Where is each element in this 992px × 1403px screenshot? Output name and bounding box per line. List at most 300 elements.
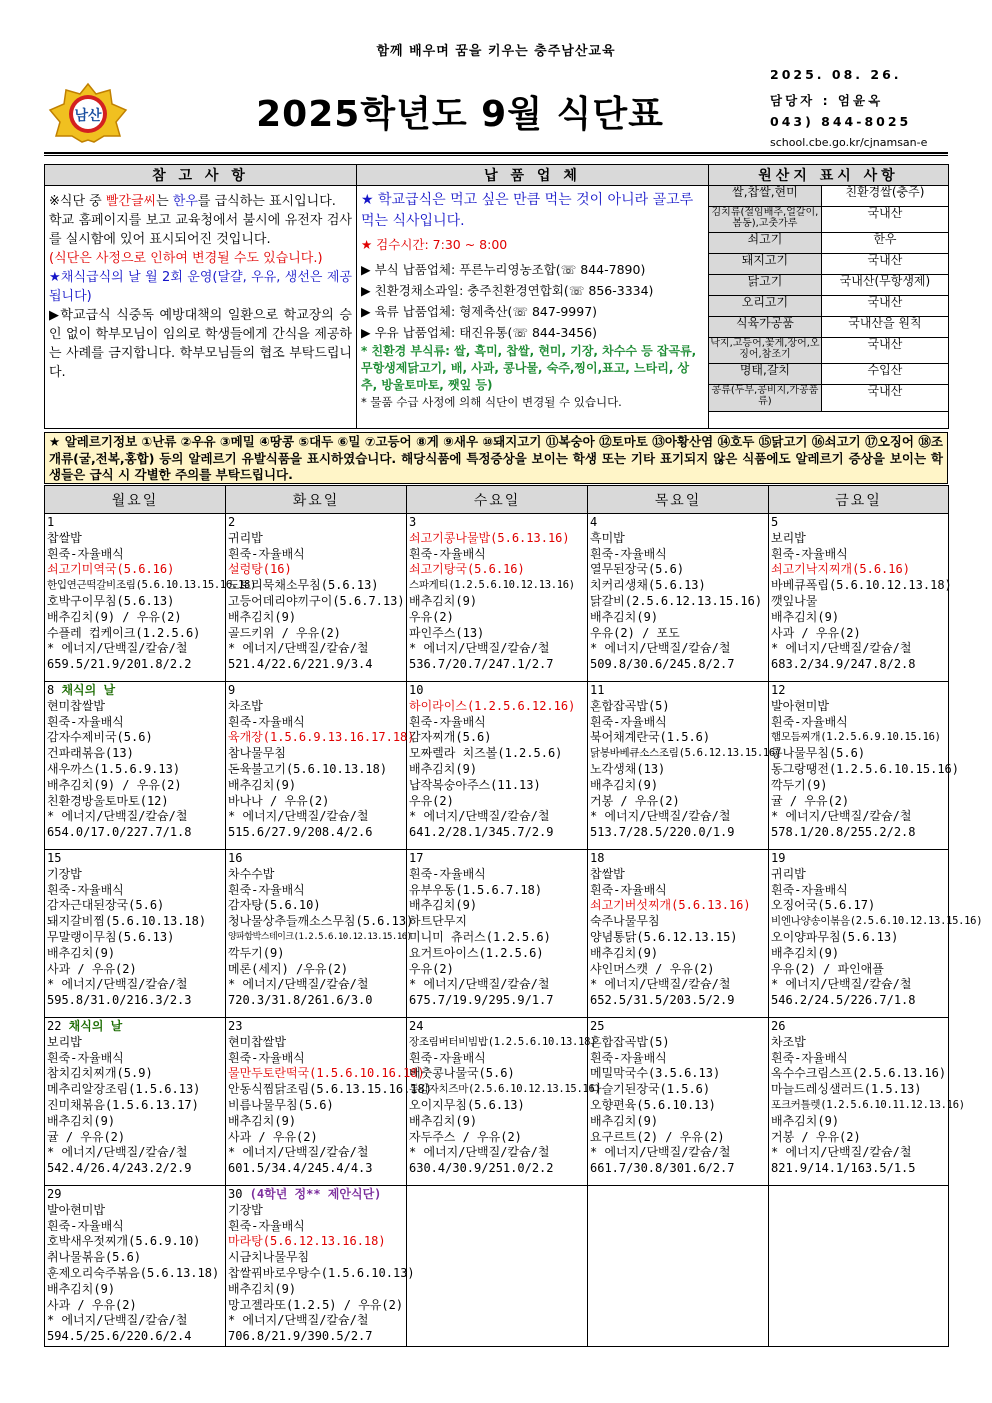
menu-item: * 에너지/단백질/칼슘/철 — [47, 1145, 188, 1160]
menu-item: 요거트아이스(1.2.5.6) — [409, 945, 544, 960]
menu-item: 쇠고기버섯찌개(5.6.13.16) — [590, 898, 751, 913]
menu-item: 취나물볶음(5.6) — [47, 1250, 142, 1265]
day-number — [228, 683, 404, 699]
day-number — [47, 1187, 223, 1203]
header-divider — [44, 152, 948, 154]
menu-item: 배추김치(9) — [590, 945, 659, 960]
menu-item: 배추김치(9) — [771, 1113, 840, 1128]
day-number — [228, 1187, 404, 1203]
menu-item: 노각생채(13) — [590, 761, 666, 776]
menu-item: 우유(2) / 파인애플 — [771, 961, 884, 976]
day-number — [590, 683, 766, 699]
origin-value: 국내산 — [821, 338, 948, 364]
reference-text: 한우 — [172, 194, 198, 209]
menu-item: 흰죽-자율배식 — [228, 1218, 305, 1233]
menu-item: 흰죽-자율배식 — [47, 1050, 124, 1065]
menu-item: 우유(2) — [409, 609, 454, 624]
menu-item: 659.5/21.9/201.8/2.2 — [47, 657, 192, 672]
day-number-text: 24 — [409, 1019, 424, 1033]
day-number-text: 2 — [228, 515, 236, 529]
day-number — [228, 1019, 404, 1035]
menu-item: 우유(2) — [409, 961, 454, 976]
menu-item: 오이지무침(5.6.13) — [409, 1097, 525, 1112]
day-number-text: 25 — [590, 1019, 605, 1033]
menu-item: 혼합잡곡밥(5) — [590, 1034, 670, 1049]
menu-item: * 에너지/단백질/칼슘/철 — [771, 1145, 912, 1160]
menu-cell — [588, 850, 769, 1018]
menu-item: 821.9/14.1/163.5/1.5 — [771, 1161, 916, 1176]
menu-item: 동그랑땡전(1.2.5.6.10.15.16) — [771, 761, 960, 776]
menu-item: 546.2/24.5/226.7/1.8 — [771, 993, 916, 1008]
menu-item: 641.2/28.1/345.7/2.9 — [409, 825, 554, 840]
day-number — [771, 515, 946, 531]
menu-cell — [407, 514, 588, 682]
menu-item: 청나물상추들깨소스무침(5.6.13) — [228, 914, 414, 929]
menu-item: 578.1/20.8/255.2/2.8 — [771, 825, 916, 840]
menu-item: 배추김치(9) — [47, 1113, 116, 1128]
day-number-text: 18 — [590, 851, 605, 865]
menu-item: 513.7/28.5/220.0/1.9 — [590, 825, 735, 840]
menu-item: 거봉 / 우유(2) — [590, 793, 680, 808]
menu-item: 흰죽-자율배식 — [228, 882, 305, 897]
menu-cell — [769, 850, 983, 1018]
origin-item: 오리고기 — [709, 296, 822, 317]
menu-item: 깍두기(9) — [771, 777, 828, 792]
weekday-header: 월요일 — [45, 486, 226, 514]
origin-value: 친환경쌀(충주) — [821, 186, 948, 207]
menu-item: 542.4/26.4/243.2/2.9 — [47, 1161, 192, 1176]
reference-line — [49, 306, 352, 382]
day-number — [228, 851, 404, 867]
origin-value: 국내산 — [821, 207, 948, 233]
website[interactable]: school.cbe.go.kr/cjnamsan-e — [770, 136, 928, 149]
menu-item: 595.8/31.0/216.3/2.3 — [47, 993, 192, 1008]
menu-item: 귀리밥 — [228, 530, 263, 545]
menu-item: * 에너지/단백질/칼슘/철 — [228, 977, 369, 992]
menu-item: 감자수제비국(5.6) — [47, 730, 153, 745]
menu-item: * 에너지/단백질/칼슘/철 — [409, 641, 550, 656]
menu-item: 흰죽-자율배식 — [409, 714, 486, 729]
day-number — [228, 515, 404, 531]
menu-item: 육개장(1.5.6.9.13.16.17.18) — [228, 730, 415, 745]
menu-item: 새우까스(1.5.6.9.13) — [47, 761, 181, 776]
menu-cell — [45, 850, 226, 1018]
supplier-notes — [357, 186, 709, 429]
menu-item: 호박새우젓찌개(5.6.9.10) — [47, 1234, 201, 1249]
doc-date: 2025. 08. 26. — [770, 67, 902, 82]
day-number-text: 15 — [47, 851, 62, 865]
menu-cell — [769, 1186, 949, 1347]
menu-item: 북어채계란국(1.5.6) — [590, 730, 711, 745]
menu-item: 흰죽-자율배식 — [228, 714, 305, 729]
menu-item: 601.5/34.4/245.4/4.3 — [228, 1161, 373, 1176]
day-number-text: 1 — [47, 515, 55, 529]
menu-item: * 에너지/단백질/칼슘/철 — [771, 977, 912, 992]
menu-item: 683.2/34.9/247.8/2.8 — [771, 657, 916, 672]
menu-item: 요구르트(2) / 우유(2) — [590, 1129, 725, 1144]
menu-item: 배추김치(9) — [771, 945, 840, 960]
menu-item: 흰죽-자율배식 — [47, 1218, 124, 1233]
menu-item: 652.5/31.5/203.5/2.9 — [590, 993, 735, 1008]
menu-item: 배추김치(9) — [409, 593, 478, 608]
day-number-text: 29 — [47, 1187, 62, 1201]
page-title: 2025학년도 9월 식단표 — [256, 94, 664, 135]
allergy-info: ★ 알레르기정보 ①난류 ②우유 ③메밀 ④땅콩 ⑤대두 ⑥밀 ⑦고등어 ⑧게 ⑨새우 ⑩돼지고기 ⑪복숭아 ⑫토마토 ⑬아황산염 ⑭호두 ⑮닭고기 ⑯쇠고기 ⑰오징어 ⑱조개류(굴,전복,홍합) 등의 알레르기 유발식품을 표시하였습니다. 해당식품에 특정증상을 보이는 학생 또는 기타 표기되지 않은 식품에도 알레르기 증상을 보이는 학생들은 급식 시 각별한 주의를 부탁드립니다. — [44, 432, 948, 484]
origin-item: 콩류(두부,콩비지,가공품류) — [709, 385, 822, 412]
menu-cell — [407, 1018, 601, 1186]
menu-item: 열무된장국(5.6) — [590, 562, 685, 577]
origin-item: 닭고기 — [709, 275, 822, 296]
menu-cell — [226, 682, 415, 850]
day-number — [409, 1019, 585, 1035]
menu-item: 배추김치(9) — [409, 1113, 478, 1128]
menu-item: 돼지갈비찜(5.6.10.13.18) — [47, 914, 207, 929]
menu-item: 흰죽-자율배식 — [590, 714, 667, 729]
origin-title: 원산지 표시 사항 — [709, 165, 949, 186]
supplier-list — [361, 259, 704, 343]
menu-item: * 에너지/단백질/칼슘/철 — [47, 809, 188, 824]
menu-item: 배추김치(9) — [47, 945, 116, 960]
menu-cell — [226, 850, 414, 1018]
origin-value: 국내산 — [821, 254, 948, 275]
day-number — [47, 851, 223, 867]
menu-item: 쇠고기탕국(5.6.16) — [409, 562, 525, 577]
menu-item: 납작복숭아주스(11.13) — [409, 777, 541, 792]
menu-item: 하이라이스(1.2.5.6.12.16) — [409, 698, 576, 713]
origin-item: 낙지,고등어,꽃게,장어,오징어,참조기 — [709, 338, 822, 364]
day-number-text: 16 — [228, 851, 243, 865]
menu-item: 자두주스 / 우유(2) — [409, 1129, 522, 1144]
supplier-item: ▶ 부식 납품업체: 푸른누리영농조합(☏ 844-7890) — [361, 262, 646, 277]
menu-item: 흰죽-자율배식 — [771, 714, 848, 729]
reference-line — [49, 268, 352, 306]
menu-item: * 에너지/단백질/칼슘/철 — [47, 1313, 188, 1328]
reference-title: 참 고 사 항 — [45, 165, 357, 186]
menu-item: * 에너지/단백질/칼슘/철 — [47, 977, 188, 992]
menu-item: 차조밥 — [771, 1034, 806, 1049]
menu-item: 사과 / 우유(2) — [47, 1297, 137, 1312]
menu-item: 675.7/19.9/295.9/1.7 — [409, 993, 554, 1008]
day-number-text: 10 — [409, 683, 424, 697]
menu-item: 배추김치(9) — [228, 609, 297, 624]
menu-item: 661.7/30.8/301.6/2.7 — [590, 1161, 735, 1176]
menu-item: * 에너지/단백질/칼슘/철 — [228, 641, 369, 656]
menu-item: 장조림버터비빔밥(1.2.5.6.10.13.18) — [409, 1035, 597, 1048]
menu-item: 우유(2) / 포도 — [590, 625, 680, 640]
origin-table — [708, 185, 949, 412]
day-number-text: 19 — [771, 851, 786, 865]
menu-item: 흰죽-자율배식 — [590, 882, 667, 897]
day-number-text: 12 — [771, 683, 786, 697]
origin-value: 국내산 — [821, 296, 948, 317]
day-note: 채식의 날 — [61, 1019, 123, 1033]
menu-item: 참치김치찌개(5.9) — [47, 1066, 153, 1081]
menu-item: 차수수밥 — [228, 866, 275, 881]
reference-text: 학교 홈페이지를 보고 교육청에서 불시에 유전자 검사를 실시함에 있어 표시되어진 것입니다. — [49, 213, 352, 247]
day-number-text: 23 — [228, 1019, 243, 1033]
day-number-text: 22 — [47, 1019, 62, 1033]
day-number — [771, 683, 946, 699]
menu-item: 보리밥 — [47, 1034, 82, 1049]
day-number — [47, 683, 223, 699]
day-number-text: 30 — [228, 1187, 243, 1201]
menu-cell — [226, 1186, 415, 1347]
menu-item: 설렁탕(16) — [228, 562, 292, 577]
inspect-time: ★ 검수시간: 7:30 ~ 8:00 — [361, 237, 508, 252]
origin-item: 쌀,찹쌀,현미 — [709, 186, 822, 207]
menu-item: 깍두기(9) — [228, 945, 285, 960]
menu-item: * 에너지/단백질/칼슘/철 — [228, 1145, 369, 1160]
menu-item: 치커리생채(5.6.13) — [590, 578, 706, 593]
menu-item: 배추김치(9) / 우유(2) — [47, 609, 182, 624]
suppliers-title: 납 품 업 체 — [357, 165, 709, 186]
menu-item: 귤 / 우유(2) — [771, 793, 850, 808]
menu-item: 536.7/20.7/247.1/2.7 — [409, 657, 554, 672]
weekday-header: 금요일 — [769, 486, 949, 514]
weekday-header: 화요일 — [226, 486, 407, 514]
menu-item: 배추김치(9) — [228, 1113, 297, 1128]
origin-value: 국내산(무항생제) — [821, 275, 948, 296]
day-number-text: 8 — [47, 683, 55, 697]
menu-item: 흰죽-자율배식 — [409, 1050, 486, 1065]
day-number — [409, 515, 585, 531]
supplier-slogan: ★ 학교급식은 먹고 싶은 만큼 먹는 것이 아니라 골고루 먹는 식사입니다. — [361, 192, 694, 229]
weekday-header: 수요일 — [407, 486, 588, 514]
menu-item: 메론(세지) /우유(2) — [228, 961, 349, 976]
info-table — [44, 164, 949, 429]
origin-item: 명태,갈치 — [709, 364, 822, 385]
origin-item: 식육가공품 — [709, 317, 822, 338]
menu-item: 배추김치(9) — [590, 609, 659, 624]
menu-item: 기장밥 — [228, 1202, 263, 1217]
menu-item: 귀리밥 — [771, 866, 806, 881]
day-number — [590, 851, 766, 867]
menu-item: 배추김치(9) — [409, 898, 478, 913]
menu-item: 숙주나물무침 — [590, 914, 660, 929]
menu-item: 햄모듬찌개(1.2.5.6.9.10.15.16) — [771, 731, 941, 744]
menu-item: 배춧콩나물국(5.6) — [409, 1066, 515, 1081]
menu-item: 다슬기된장국(1.5.6) — [590, 1082, 711, 1097]
reference-line — [49, 211, 352, 249]
supplier-item: ▶ 우유 납품업체: 태진유통(☏ 844-3456) — [361, 325, 598, 340]
reference-line — [49, 192, 352, 211]
menu-item: 흰죽-자율배식 — [228, 1050, 305, 1065]
menu-item: 시금치나물무침 — [228, 1250, 310, 1265]
menu-item: 샤인머스캣 / 우유(2) — [590, 961, 715, 976]
menu-item: 하트단무지 — [409, 914, 467, 929]
menu-item: 보리밥 — [771, 530, 806, 545]
menu-cell — [769, 1018, 965, 1186]
menu-item: 배추김치(9) — [590, 1113, 659, 1128]
supplier-item: ▶ 육류 납품업체: 형제축산(☏ 847-9997) — [361, 304, 598, 319]
change-notice: * 물품 수급 사정에 의해 식단이 변경될 수 있습니다. — [361, 395, 622, 409]
menu-item: 오징어국(5.6.17) — [771, 898, 876, 913]
menu-cell — [226, 1018, 432, 1186]
reference-text: ※식단 중 — [49, 194, 106, 209]
menu-item: 닭봉바베큐소스조림(5.6.12.13.15.16) — [590, 747, 781, 760]
logo-text: 남산 — [74, 108, 102, 124]
menu-item: 배추김치(9) — [228, 777, 297, 792]
reference-text: ▶학교급식 식중독 예방대책의 일환으로 학교장의 승인 없이 학부모님이 임의로 학생들에게 간식을 제공하는 사례를 금지합니다. 학부모님들의 협조 부탁드립니다. — [49, 308, 352, 380]
school-logo-icon — [48, 82, 128, 144]
menu-item: * 에너지/단백질/칼슘/철 — [228, 1313, 369, 1328]
menu-item: 쇠고기미역국(5.6.16) — [47, 562, 175, 577]
menu-item: 515.6/27.9/208.4/2.6 — [228, 825, 373, 840]
origin-value: 한우 — [821, 233, 948, 254]
menu-item: * 에너지/단백질/칼슘/철 — [590, 641, 731, 656]
menu-item: 흰죽-자율배식 — [228, 546, 305, 561]
day-number — [771, 1019, 946, 1035]
menu-table — [44, 485, 983, 1347]
menu-item: 혼합잡곡밥(5) — [590, 698, 670, 713]
menu-item: 마늘드레싱샐러드(1.5.13) — [771, 1082, 922, 1097]
menu-item: 흑미밥 — [590, 530, 625, 545]
menu-item: 깻잎나물 — [771, 593, 818, 608]
day-number — [47, 515, 223, 531]
menu-item: 콩나물무침(5.6) — [771, 746, 866, 761]
menu-item: 파인주스(13) — [409, 625, 485, 640]
menu-item: 발아현미밥 — [47, 1202, 105, 1217]
menu-item: 630.4/30.9/251.0/2.2 — [409, 1161, 554, 1176]
menu-item: 진미채볶음(1.5.6.13.17) — [47, 1097, 199, 1112]
menu-item: 배추김치(9) — [590, 777, 659, 792]
menu-item: * 에너지/단백질/칼슘/철 — [409, 809, 550, 824]
menu-item: 고등어데리야끼구이(5.6.7.13) — [228, 593, 405, 608]
menu-item: 한입연근떡갈비조림(5.6.10.13.15.16.18) — [47, 579, 257, 592]
menu-item: 현미찹쌀밥 — [47, 698, 105, 713]
menu-item: 친환경방울토마토(12) — [47, 793, 169, 808]
menu-item: * 에너지/단백질/칼슘/철 — [771, 641, 912, 656]
day-number — [590, 515, 766, 531]
menu-item: * 에너지/단백질/칼슘/철 — [47, 641, 188, 656]
menu-item: 배추김치(9) — [409, 761, 478, 776]
reference-notes — [45, 186, 357, 429]
menu-cell — [226, 514, 407, 682]
reference-text: 는 — [156, 194, 173, 209]
menu-item: 흰죽-자율배식 — [409, 546, 486, 561]
menu-item: 훈제오리숙주볶음(5.6.13.18) — [47, 1265, 220, 1280]
weekday-header: 목요일 — [588, 486, 769, 514]
reference-text: (식단은 사정으로 인하여 변경될 수도 있습니다.) — [49, 251, 323, 266]
day-number — [590, 1019, 766, 1035]
day-note: 채식의 날 — [54, 683, 116, 697]
menu-item: 기장밥 — [47, 866, 82, 881]
menu-item: 오향편육(5.6.10.13) — [590, 1097, 716, 1112]
menu-cell — [407, 1186, 588, 1347]
menu-item: 배추김치(9) / 우유(2) — [47, 777, 182, 792]
menu-item: 양념통닭(5.6.12.13.15) — [590, 929, 738, 944]
day-number-text: 9 — [228, 683, 236, 697]
menu-item: 감자찌개(5.6) — [409, 730, 492, 745]
menu-item: 흰죽-자율배식 — [771, 882, 848, 897]
menu-cell — [769, 514, 952, 682]
menu-item: 무말랭이무침(5.6.13) — [47, 929, 175, 944]
menu-item: 배추김치(9) — [771, 609, 840, 624]
supplier-item: ▶ 친환경채소과일: 충주친환경연합회(☏ 856-3334) — [361, 283, 654, 298]
menu-item: * 에너지/단백질/칼슘/철 — [590, 977, 731, 992]
menu-cell — [588, 682, 781, 850]
menu-cell — [407, 682, 588, 850]
day-number — [409, 851, 585, 867]
menu-item: 통감자치즈마(2.5.6.10.12.13.15.16) — [409, 1083, 601, 1096]
menu-item: 사과 / 우유(2) — [228, 1129, 318, 1144]
menu-item: 발아현미밥 — [771, 698, 829, 713]
menu-item: 거봉 / 우유(2) — [771, 1129, 861, 1144]
menu-item: 옥수수크림스프(2.5.6.13.16) — [771, 1066, 947, 1081]
eco-items: * 친환경 부식류: 쌀, 흑미, 찹쌀, 현미, 기장, 차수수 등 잡곡류, 무항생제닭고기, 배, 사과, 콩나물, 숙주,찡이,표고, 느타리, 상추, 방울토마토, 쨋잎 등) — [361, 344, 697, 392]
day-number-text: 11 — [590, 683, 605, 697]
menu-item: 감자탕(5.6.10) — [228, 898, 321, 913]
origin-item: 돼지고기 — [709, 254, 822, 275]
day-number-text: 3 — [409, 515, 417, 529]
menu-item: 골드키위 / 우유(2) — [228, 625, 341, 640]
menu-item: 오이양파무침(5.6.13) — [771, 929, 899, 944]
menu-item: 바나나 / 우유(2) — [228, 793, 330, 808]
menu-item: 메밀막국수(3.5.6.13) — [590, 1066, 721, 1081]
menu-item: 흰죽-자율배식 — [771, 1050, 848, 1065]
menu-item: 안동식찜닭조림(5.6.13.15.16.18) — [228, 1082, 432, 1097]
menu-item: 흰죽-자율배식 — [409, 866, 486, 881]
phone: 043) 844-8025 — [770, 114, 912, 129]
menu-item: 수플레 컵케이크(1.2.5.6) — [47, 625, 201, 640]
origin-value: 국내산을 원칙 — [821, 317, 948, 338]
menu-item: 흰죽-자율배식 — [47, 882, 124, 897]
menu-item: 사과 / 우유(2) — [771, 625, 861, 640]
day-number-text: 4 — [590, 515, 598, 529]
menu-item: 모짜렐라 치즈볼(1.2.5.6) — [409, 746, 563, 761]
menu-item: 찹쌀꿔바로우탕수(1.5.6.10.13) — [228, 1265, 415, 1280]
day-number — [771, 851, 946, 867]
menu-item: 양파함박스테이크(1.2.5.6.10.12.13.15.16) — [228, 931, 412, 942]
origin-item: 김치류(절임배추,얼갈이,봄동),고춧가루 — [709, 207, 822, 233]
menu-item: 흰죽-자율배식 — [47, 714, 124, 729]
menu-item: * 에너지/단백질/칼슘/철 — [228, 809, 369, 824]
reference-text: ★채식급식의 날 월 2회 운영(달걀, 우유, 생선은 제공됩니다) — [49, 270, 352, 304]
menu-item: 망고젤라또(1.2.5) / 우유(2) — [228, 1297, 404, 1312]
day-number-text: 5 — [771, 515, 779, 529]
menu-item: 현미찹쌀밥 — [228, 1034, 286, 1049]
menu-item: 포크커틀렛(1.2.5.6.10.11.12.13.16) — [771, 1098, 965, 1111]
day-note: (4학년 정** 제안식단) — [242, 1187, 382, 1201]
menu-item: 배추김치(9) — [47, 1281, 116, 1296]
reference-line — [49, 249, 352, 268]
menu-item: 654.0/17.0/227.7/1.8 — [47, 825, 192, 840]
menu-item: 도토리묵채소무침(5.6.13) — [228, 578, 379, 593]
menu-item: 참나물무침 — [228, 746, 286, 761]
menu-item: 감자근대된장국(5.6) — [47, 898, 165, 913]
menu-item: 우유(2) — [409, 793, 454, 808]
manager: 담당자 : 엄윤옥 — [770, 93, 884, 108]
menu-item: 찹쌀밥 — [590, 866, 625, 881]
day-number-text: 17 — [409, 851, 424, 865]
menu-item: 물만두토란떡국(1.5.6.10.16.18) — [228, 1066, 425, 1081]
menu-item: 흰죽-자율배식 — [590, 546, 667, 561]
menu-item: 찹쌀밥 — [47, 530, 82, 545]
menu-item: * 에너지/단백질/칼슘/철 — [590, 809, 731, 824]
menu-item: 비엔나양송이볶음(2.5.6.10.12.13.15.16) — [771, 915, 983, 928]
menu-item: 흰죽-자율배식 — [771, 546, 848, 561]
day-number-text: 26 — [771, 1019, 786, 1033]
origin-value: 국내산 — [821, 385, 948, 412]
menu-item: 바베큐폭립(5.6.10.12.13.18) — [771, 578, 952, 593]
menu-item: 흰죽-자율배식 — [590, 1050, 667, 1065]
origin-item: 쇠고기 — [709, 233, 822, 254]
reference-text: 를 급식하는 표시입니다. — [197, 194, 336, 209]
menu-item: 스파게티(1.2.5.6.10.12.13.16) — [409, 579, 575, 592]
menu-item: 돈육불고기(5.6.10.13.18) — [228, 761, 388, 776]
menu-cell — [45, 1186, 226, 1347]
slogan: 함께 배우며 꿈을 키우는 충주남산교육 — [376, 44, 616, 59]
